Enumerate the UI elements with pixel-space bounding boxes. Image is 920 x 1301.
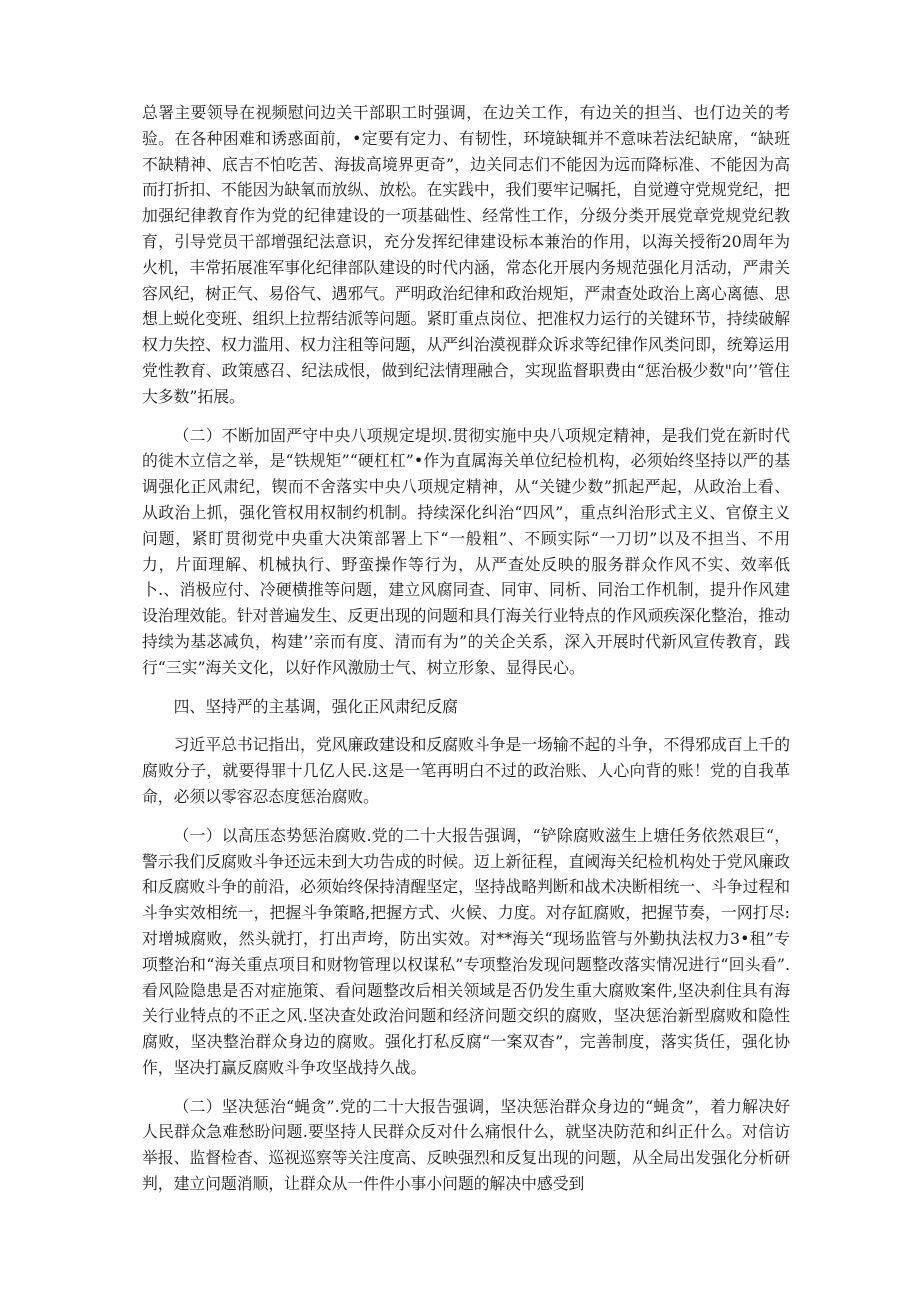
paragraph-p3: 习近平总书记指出，党风廉政建设和反腐败斗争是一场输不起的斗争，不得邪成百上千的腐败分子，就要得罪十几亿人民.这是一笔再明白不过的政治账、人心向背的账！党的自我革命，必须以零容忍态度惩治腐败。	[142, 735, 790, 806]
section-heading-4: 四、坚持严的主基调，强化正风肃纪反腐	[173, 696, 458, 716]
paragraph-p2: （二）不断加固严守中央八项规定堤坝.贯彻实施中央八项规定精神，是我们党在新时代的徙木立信之举，是“铁规矩”“硬杠杠”•作为直属海关单位纪检机构，必须始终坚持以严的基调强化正风肃纪，锲而不舍落实中央八项规定精神，从“关键少数”抓起严起，从政治上看、从政治上抓，强化管权用权制约机制。持续深化纠治“四风”，重点纠治形式主义、官僚主义问题，紧盯贯彻党中央重大决策部署上下“一般粗”、不顾实际“一刀切”以及不担当、不用力，片面理解、机械执行、野蛮操作等行为，从严查处反映的服务群众作风不实、效率低卜.、消极应付、冷硬横推等问题，建立风腐同查、同审、同析、同治工作机制，提升作风建设治理效能。针对普遍发生、反更出现的问题和具仃海关行业特点的作风顽疾深化整治，推动持续为基苾减负，构建’’亲而有度、清而有为”的关企关系，深入开展时代新风宣传教育，践行“三实”海关文化，以好作风激励士气、树立形象、显得民心。	[142, 425, 790, 677]
paragraph-p1: 总署主要领导在视频慰问边关干部职工时强调，在边关工作，有边关的担当、也仃边关的考验。在各种困难和诱惑面前，•定要有定力、有韧性，环境缺辄并不意味若法纪缺席，“缺班不缺精神、底吉不怕吃苦、海拔高境界更奇”，边关同志们不能因为远而降标准、不能因为高而打折扣、不能因为缺氧而放纵、放松。在实践中，我们要牢记嘱托，自觉遵守党规党纪，把加强纪律教育作为党的纪律建设的一项基础性、经常性工作，分级分类开展党章党规党纪教育，引导党员干部增强纪法意识，充分发挥纪律建设标本兼治的作用，以海关授衔20周年为火机，丰常拓展准军事化纪律部队建设的时代内涵，常态化开展内务规范强化月活动，严肃关容风纪，树正气、易俗气、遇邪气。严明政治纪律和政治规矩，严肃查处政治上离心离德、思想上蜕化变班、组织上拉帮结派等问题。紧盯重点岗位、把准权力运行的关键环节，持续破解权力失控、权力滥用、权力注租等问题，从严纠治漠视群众诉求等纪律作风类问即，统筹运用党性教育、政策感召、纪法成恨，做到纪法情理融合，实现监督职费由“惩治极少数"向’’管住大多数”拓展。	[142, 103, 790, 406]
paragraph-p4: （一）以高压态势惩治腐败.党的二十大报告强调，“铲除腐败滋生上塘任务依然艰巨“，警示我们反腐败斗争还远未到大功告成的时候。迈上新征程，直阈海关纪检机构处于党风廉政和反腐败斗争的前沿，必须始终保持清醒坚定，坚持战略判断和战术决断相统一、斗争过程和斗争实效相统一，把握斗争策略,把握方式、火候、力度。对存缸腐败，把握节奏，一网打尽:对增城腐败，然头就打，打出声垮，防出实效。对**海关“现场监管与外勤执法权力3•租”专项整治和“海关重点项目和财物管理以权谋私”专项整治发现问题整改落实情况进行“回头看”.看风险隐患是否对症施策、看问题整改后相关领域是否仍发生重大腐败案件,坚决刹住具有海关行业特点的不正之风.坚决查处政治问题和经济问题交织的腐败，坚决惩治新型腐败和隐性腐败，坚决整治群众身边的腐败。强化打私反腐“一案双杳”，完善制度，落实货任，强化协作，坚决打赢反腐败斗争攻坚战持久战。	[142, 825, 790, 1077]
document-page	[142, 100, 790, 1210]
paragraph-p5: （二）坚决惩治“蝇贪”.党的二十大报告强调，坚决惩治群众身边的“蝇贪”，着力解决好人民群众急难愁盼问题.要坚持人民群众反对什么痛恨什么，就坚决防范和纠正什么。对信访举报、监督检杳、巡视巡察等关注度高、反映强烈和反复出现的问题，从全局出发强化分析研判，建立问题消顺，让群众从一件件小事小问题的解决中感受到	[142, 1096, 790, 1194]
